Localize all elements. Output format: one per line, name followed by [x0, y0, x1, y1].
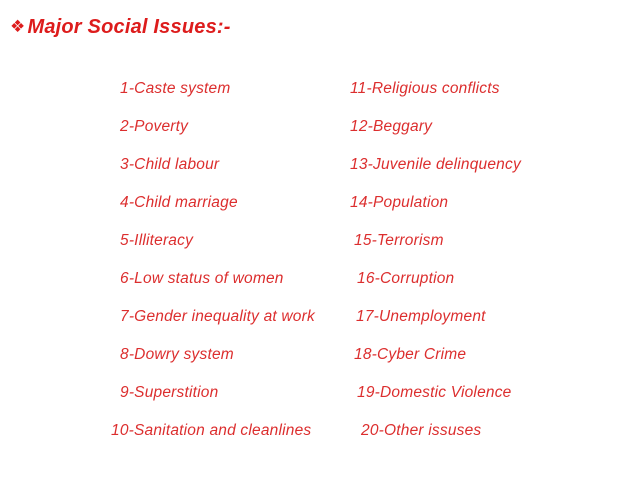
list-item: 2-Poverty	[120, 118, 189, 135]
page-title-row	[10, 16, 231, 39]
list-item: 1-Caste system	[120, 80, 231, 97]
issues-column-left	[111, 70, 315, 450]
list-item: 13-Juvenile delinquency	[350, 156, 521, 173]
issues-column-right	[350, 70, 521, 450]
list-item: 16-Corruption	[357, 270, 455, 287]
list-item: 12-Beggary	[350, 118, 433, 135]
diamond-bullet-icon: ❖	[10, 17, 26, 37]
list-item: 19-Domestic Violence	[357, 384, 512, 401]
list-item: 14-Population	[350, 194, 449, 211]
list-item: 18-Cyber Crime	[354, 346, 467, 363]
list-item: 11-Religious conflicts	[350, 80, 500, 97]
list-item: 9-Superstition	[120, 384, 219, 401]
list-item: 4-Child marriage	[120, 194, 238, 211]
page-title: Major Social Issues:-	[27, 16, 231, 38]
list-item: 7-Gender inequality at work	[120, 308, 315, 325]
list-item: 6-Low status of women	[120, 270, 284, 287]
list-item: 15-Terrorism	[354, 232, 444, 249]
list-item: 20-Other issuses	[361, 422, 482, 439]
list-item: 3-Child labour	[120, 156, 220, 173]
list-item: 17-Unemployment	[356, 308, 486, 325]
list-item: 5-Illiteracy	[120, 232, 194, 249]
list-item: 10-Sanitation and cleanlines	[111, 422, 312, 439]
list-item: 8-Dowry system	[120, 346, 234, 363]
